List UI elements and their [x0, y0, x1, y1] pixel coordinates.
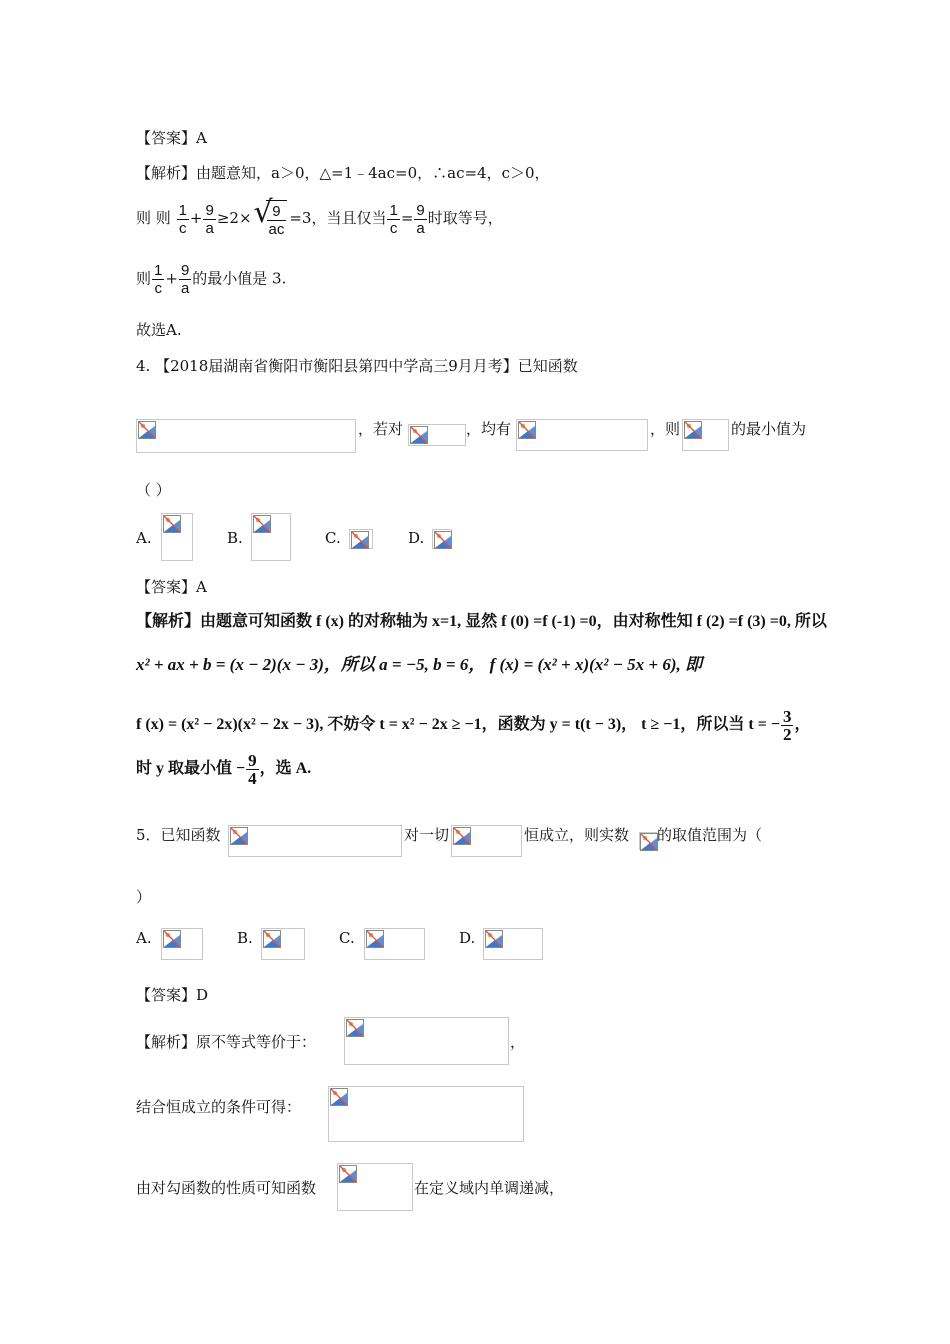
equals-sign: =: [400, 209, 414, 227]
question-4-title: 4. 【2018届湖南省衡阳市衡阳县第四中学高三9月月考】已知函数: [136, 357, 578, 375]
option-b-image: [261, 928, 305, 960]
text: ，: [794, 716, 811, 734]
formula-image-placeholder: [682, 419, 729, 451]
formula-image-placeholder: [136, 419, 356, 453]
text: ，则: [650, 420, 681, 438]
broken-image-icon: [346, 1019, 364, 1037]
sqrt-9-over-ac: √ $\frac{9}{ac}$: [254, 200, 288, 238]
text: ，选 A.: [259, 760, 312, 778]
formula-image-placeholder: [337, 1163, 413, 1211]
option-a-image: [161, 513, 193, 561]
fraction-9-over-a-3: $\frac{9}{a}$: [180, 262, 190, 297]
fraction-1-over-c: $\frac{1}{c}$: [178, 201, 187, 237]
option-c-label: C.: [325, 529, 341, 547]
text: 则: [136, 269, 152, 288]
broken-image-icon: [684, 421, 702, 439]
analysis-q4-line3: [136, 708, 810, 743]
broken-image-icon: [640, 833, 658, 851]
text: 对一切: [404, 826, 450, 844]
broken-image-icon: [434, 531, 452, 549]
text: 在定义域内单调递减，: [414, 1179, 565, 1197]
analysis-q3-line2: [136, 195, 503, 238]
answer-label-q4: 【答案】A: [136, 578, 207, 596]
option-a-label: A.: [136, 929, 152, 947]
option-d-label: D.: [408, 529, 425, 547]
fraction-9-over-4: $\frac{9}{4}$: [248, 751, 257, 788]
analysis-q5-line2: 结合恒成立的条件可得：: [136, 1098, 302, 1116]
text: ，若对: [358, 420, 404, 438]
broken-image-icon: [366, 930, 384, 948]
formula-image-placeholder: [328, 1086, 524, 1142]
formula-image-placeholder: [451, 825, 522, 857]
broken-image-icon: [163, 515, 181, 533]
option-b-label: B.: [237, 929, 253, 947]
plus-sign: +: [165, 269, 178, 288]
answer-label-q3: 【答案】A: [136, 129, 207, 147]
broken-image-icon: [339, 1165, 357, 1183]
option-c-image: [349, 529, 373, 549]
broken-image-icon: [263, 930, 281, 948]
analysis-q3-line3: [136, 262, 286, 297]
text: 则 则: [136, 209, 171, 227]
fraction-3-over-2: $\frac{3}{2}$: [782, 707, 792, 744]
broken-image-icon: [453, 827, 471, 845]
fraction-9-over-a-2: $\frac{9}{a}$: [416, 201, 425, 237]
option-c-image: [364, 928, 425, 960]
text: f (x) = (x² − 2x)(x² − 2x − 3), 不妨令 t = x² − 2x ≥ −1，函数为 y = t(t − 3)， t ≥ −1，所以当 t = −: [136, 716, 780, 734]
formula-image-placeholder: [639, 832, 657, 850]
question-5-title: 5．已知函数: [136, 826, 221, 844]
analysis-q4-line1: 【解析】由题意可知函数 f (x) 的对称轴为 x=1, 显然 f (0) =f (-1) =0，由对称性知 f (2) =f (3) =0, 所以: [136, 613, 827, 630]
text: =3，当且仅当: [289, 209, 387, 227]
plus-sign: +: [189, 209, 203, 227]
broken-image-icon: [163, 930, 181, 948]
broken-image-icon: [518, 421, 536, 439]
broken-image-icon: [138, 421, 156, 439]
fraction-1-over-c-2: $\frac{1}{c}$: [389, 201, 398, 237]
analysis-q3-line1: 【解析】由题意知，a＞0，△=1﹣4ac=0，∴ac=4，c＞0，: [136, 164, 550, 182]
formula-image-placeholder: [408, 424, 466, 446]
question-4-blank: （ ）: [136, 481, 171, 499]
analysis-q5-line3: 由对勾函数的性质可知函数: [136, 1179, 317, 1197]
option-a-image: [161, 928, 203, 960]
broken-image-icon: [230, 827, 248, 845]
option-d-label: D.: [459, 929, 476, 947]
option-d-image: [432, 529, 452, 549]
text: 的取值范围为（: [657, 826, 763, 844]
text: 的最小值为: [731, 420, 807, 438]
option-c-label: C.: [339, 929, 355, 947]
option-a-label: A.: [136, 529, 152, 547]
text: 时取等号，: [427, 209, 503, 227]
option-b-image: [251, 513, 291, 561]
question-5-paren-close: ）: [136, 888, 152, 906]
fraction-9-over-a: $\frac{9}{a}$: [205, 201, 214, 237]
option-b-label: B.: [227, 529, 243, 547]
analysis-q4-line4: [136, 752, 311, 787]
analysis-q4-line2: x² + ax + b = (x − 2)(x − 3)，所以 a = −5, b = 6， f (x) = (x² + x)(x² − 5x + 6), 即: [136, 655, 703, 674]
text: ，: [510, 1033, 526, 1051]
formula-image-placeholder: [344, 1017, 509, 1065]
broken-image-icon: [253, 515, 271, 533]
analysis-q5-line1: 【解析】原不等式等价于：: [136, 1033, 317, 1051]
broken-image-icon: [485, 930, 503, 948]
option-d-image: [483, 928, 543, 960]
analysis-q3-conclusion: 故选A.: [136, 321, 182, 339]
answer-label-q5: 【答案】D: [136, 986, 209, 1004]
text: 的最小值是 3.: [192, 269, 287, 288]
formula-image-placeholder: [228, 825, 402, 857]
text: ，均有: [466, 420, 512, 438]
formula-image-placeholder: [516, 419, 648, 451]
text: 时 y 取最小值 −: [136, 760, 246, 778]
text: ≥2×: [216, 209, 252, 227]
broken-image-icon: [410, 426, 428, 444]
broken-image-icon: [330, 1088, 348, 1106]
broken-image-icon: [351, 531, 369, 549]
text: 恒成立，则实数: [524, 826, 630, 844]
fraction-1-over-c-3: $\frac{1}{c}$: [154, 262, 163, 297]
